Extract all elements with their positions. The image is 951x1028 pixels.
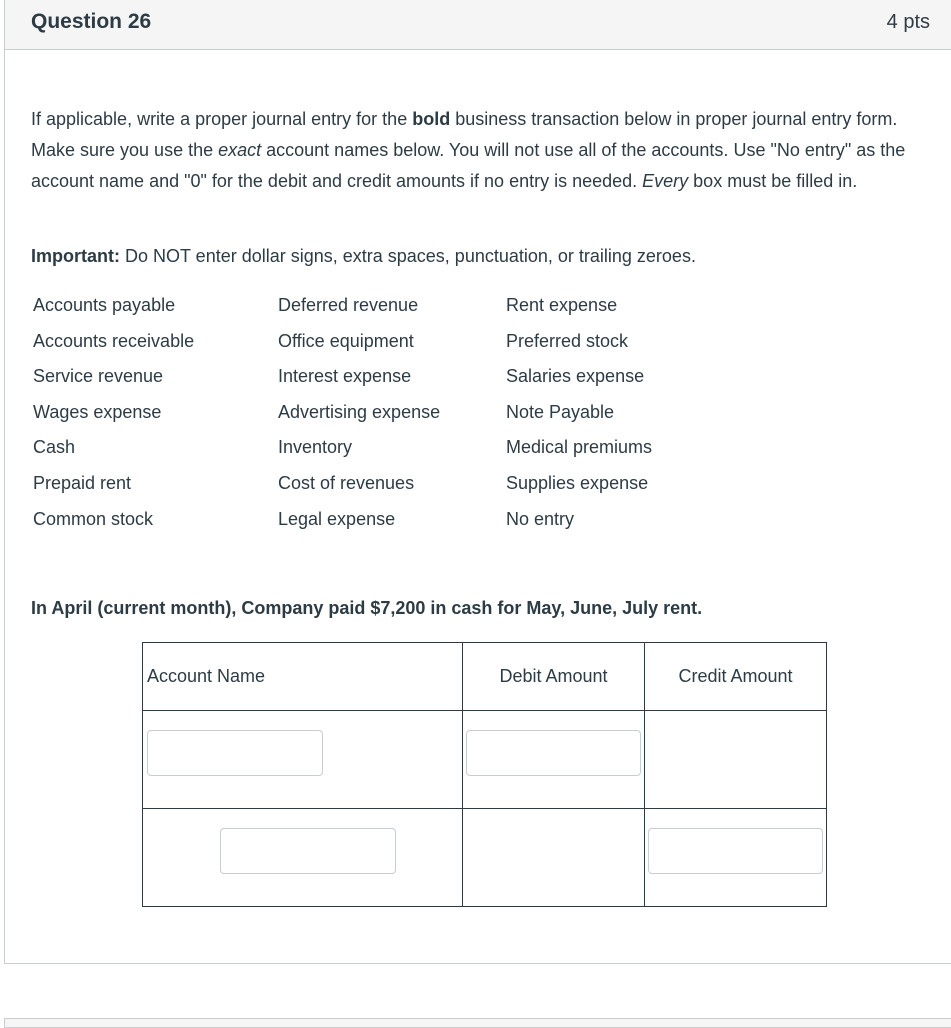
account-name: Cash [33, 437, 76, 458]
account-name: Medical premiums [506, 437, 653, 458]
important-note [31, 242, 696, 270]
account-name: Accounts payable [33, 295, 176, 315]
account-name: Interest expense [278, 366, 412, 387]
instr-text-3: account names below. You will not use all of the accounts. Use "No entry" as the account name and "0" for the debit and credit amounts if no entry is needed. [31, 140, 906, 191]
debit-cell [463, 711, 645, 809]
account-name: Cost of revenues [278, 472, 415, 493]
account-name: Service revenue [33, 366, 164, 387]
journal-entry-table [142, 642, 827, 907]
instr-every-word: Every [642, 171, 689, 191]
credit-account-input[interactable] [220, 828, 396, 874]
journal-header-row [143, 643, 827, 711]
account-name: Prepaid rent [33, 472, 132, 493]
account-cell [143, 711, 463, 809]
header-credit-amount: Credit Amount [645, 643, 827, 711]
journal-row-debit [143, 711, 827, 809]
instr-text-2: business transaction below in proper journal entry form. Make sure you use the [31, 109, 898, 160]
question-card [4, 0, 951, 964]
credit-cell-empty [645, 711, 827, 809]
account-name: Office equipment [278, 330, 414, 351]
question-header [5, 0, 951, 50]
credit-amount-input[interactable] [648, 828, 823, 874]
account-name: Inventory [278, 437, 353, 458]
instr-exact-word: exact [218, 140, 262, 160]
question-points: 4 pts [886, 11, 930, 33]
account-name: Supplies expense [506, 472, 649, 493]
instr-text-4: box must be filled in. [688, 171, 858, 191]
account-name: Accounts receivable [33, 330, 195, 351]
debit-cell-empty [463, 809, 645, 907]
account-name: Advertising expense [278, 401, 441, 422]
account-name: Common stock [33, 508, 154, 529]
header-account-name: Account Name [143, 643, 463, 711]
account-cell [143, 809, 463, 907]
account-name: Rent expense [506, 295, 618, 315]
important-label: Important: [31, 246, 120, 266]
transaction-text: In April (current month), Company paid $7,200 in cash for May, June, July rent. [31, 598, 703, 618]
question-instructions [31, 104, 931, 197]
question-title: Question 26 [31, 10, 152, 33]
instr-text-1: If applicable, write a proper journal entry for the [31, 109, 413, 129]
instr-bold-word: bold [412, 109, 451, 129]
account-name: Legal expense [278, 508, 396, 529]
header-debit-amount: Debit Amount [463, 643, 645, 711]
account-name: Wages expense [33, 401, 162, 422]
account-name: Salaries expense [506, 366, 645, 387]
account-name: Deferred revenue [278, 295, 419, 315]
next-question-card [4, 1018, 951, 1028]
credit-cell [645, 809, 827, 907]
account-name: Preferred stock [506, 330, 629, 351]
important-text: Do NOT enter dollar signs, extra spaces, punctuation, or trailing zeroes. [120, 246, 696, 266]
journal-row-credit [143, 809, 827, 907]
account-name: No entry [506, 508, 575, 529]
account-name: Note Payable [506, 401, 615, 422]
debit-account-input[interactable] [147, 730, 323, 776]
debit-amount-input[interactable] [466, 730, 641, 776]
